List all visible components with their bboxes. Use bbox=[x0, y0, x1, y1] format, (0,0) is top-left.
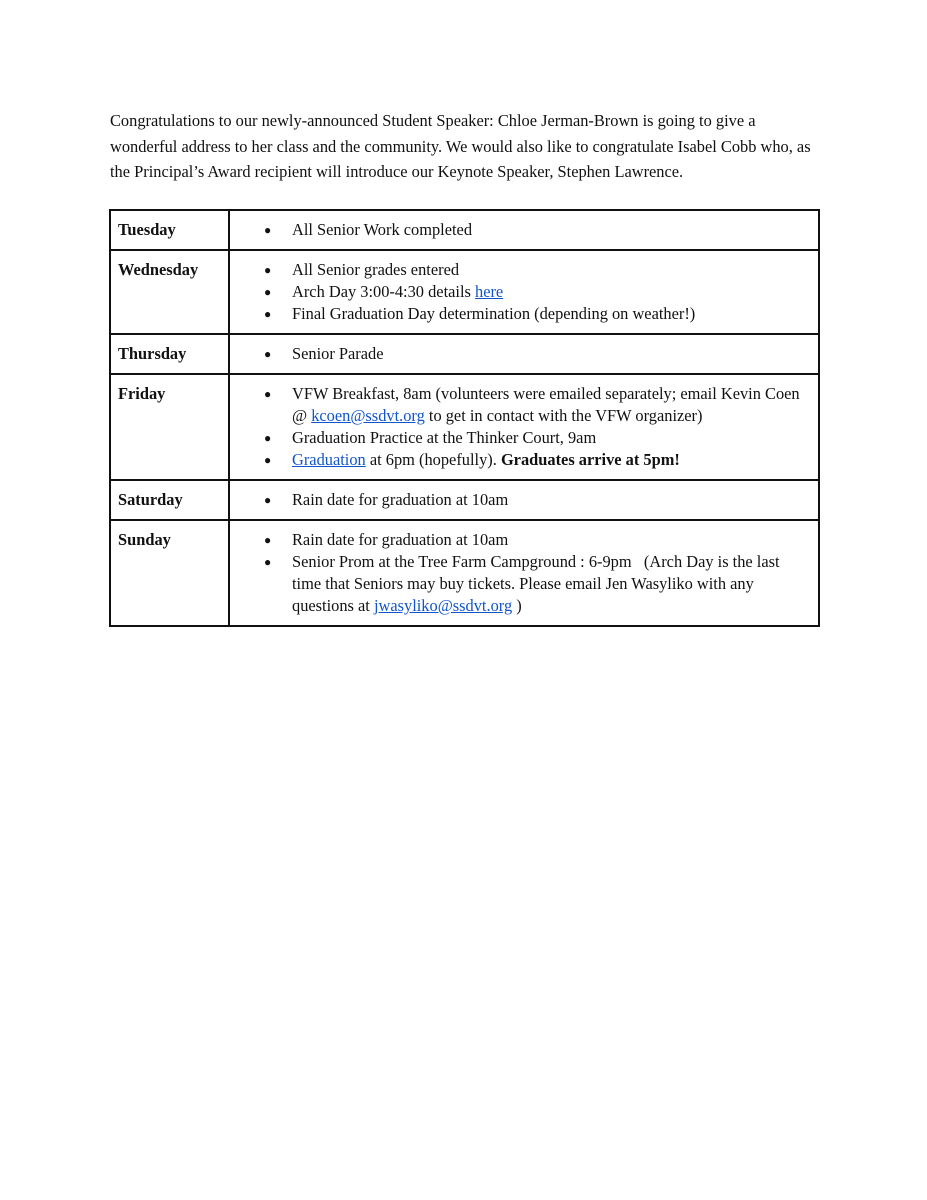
jwasyliko-email-link[interactable]: jwasyliko@ssdvt.org bbox=[373, 596, 513, 615]
item-text: ) bbox=[512, 596, 522, 615]
day-cell-tuesday: Tuesday bbox=[110, 210, 229, 250]
day-cell-saturday: Saturday bbox=[110, 480, 229, 520]
items-cell-thursday bbox=[229, 334, 819, 374]
items-cell-friday bbox=[229, 374, 819, 480]
item-text: Graduation Practice at the Thinker Court, 9am bbox=[292, 428, 597, 447]
list-item bbox=[230, 427, 818, 449]
items-cell-wednesday bbox=[229, 250, 819, 334]
item-text: Senior Prom at the Tree Farm Campground : 6-9pm (Arch Day is the last time that Seniors may buy tickets. Please email Jen Wasyliko with any questions at bbox=[292, 552, 784, 615]
kcoen-email-link[interactable]: kcoen@ssdvt.org bbox=[311, 406, 425, 425]
bullet-icon: ● bbox=[264, 533, 272, 547]
item-text: Arch Day 3:00-4:30 details bbox=[292, 282, 475, 301]
list-item bbox=[230, 449, 818, 471]
bullet-icon: ● bbox=[264, 431, 272, 445]
item-text: to get in contact with the VFW organizer) bbox=[424, 406, 703, 425]
intro-paragraph: Congratulations to our newly-announced Student Speaker: Chloe Jerman-Brown is going to give a wonderful address to her class and the community. We would also like to congratulate Isabel Cobb who, as the Principal’s Award recipient will introduce our Keynote Speaker, Stephen Lawrence. bbox=[110, 111, 811, 181]
items-cell-tuesday bbox=[229, 210, 819, 250]
list-item bbox=[230, 303, 818, 325]
graduation-week-schedule-table bbox=[109, 209, 820, 627]
items-cell-saturday bbox=[229, 480, 819, 520]
item-text: Final Graduation Day determination (depending on weather!) bbox=[292, 304, 696, 323]
day-cell-friday: Friday bbox=[110, 374, 229, 480]
table-row bbox=[110, 250, 819, 334]
bullet-icon: ● bbox=[264, 307, 272, 321]
item-text: VFW Breakfast, 8am (volunteers were emailed separately; email Kevin Coen @ bbox=[292, 384, 800, 425]
day-cell-thursday: Thursday bbox=[110, 334, 229, 374]
day-cell-sunday: Sunday bbox=[110, 520, 229, 626]
item-text: Rain date for graduation at 10am bbox=[292, 530, 509, 549]
bullet-icon: ● bbox=[264, 347, 272, 361]
graduation-link[interactable]: Graduation bbox=[292, 450, 366, 469]
bullet-icon: ● bbox=[264, 223, 272, 237]
bullet-icon: ● bbox=[264, 453, 272, 467]
items-cell-sunday bbox=[229, 520, 819, 626]
list-item bbox=[230, 343, 818, 365]
table-row bbox=[110, 334, 819, 374]
bullet-icon: ● bbox=[264, 263, 272, 277]
table-row bbox=[110, 480, 819, 520]
list-item bbox=[230, 219, 818, 241]
list-item bbox=[230, 383, 818, 427]
list-item bbox=[230, 529, 818, 551]
item-text: All Senior grades entered bbox=[292, 260, 460, 279]
table-row bbox=[110, 210, 819, 250]
bullet-icon: ● bbox=[264, 555, 272, 569]
item-text: at 6pm (hopefully). bbox=[365, 450, 501, 469]
bullet-icon: ● bbox=[264, 493, 272, 507]
list-item bbox=[230, 551, 818, 617]
day-cell-wednesday: Wednesday bbox=[110, 250, 229, 334]
table-row bbox=[110, 374, 819, 480]
bullet-icon: ● bbox=[264, 285, 272, 299]
item-text: Rain date for graduation at 10am bbox=[292, 490, 509, 509]
list-item bbox=[230, 489, 818, 511]
bullet-icon: ● bbox=[264, 387, 272, 401]
table-row bbox=[110, 520, 819, 626]
list-item bbox=[230, 259, 818, 281]
list-item bbox=[230, 281, 818, 303]
item-bold-text: Graduates arrive at 5pm! bbox=[500, 450, 680, 469]
item-text: Senior Parade bbox=[292, 344, 384, 363]
item-text: All Senior Work completed bbox=[292, 220, 473, 239]
arch-day-details-link[interactable]: here bbox=[475, 282, 504, 301]
